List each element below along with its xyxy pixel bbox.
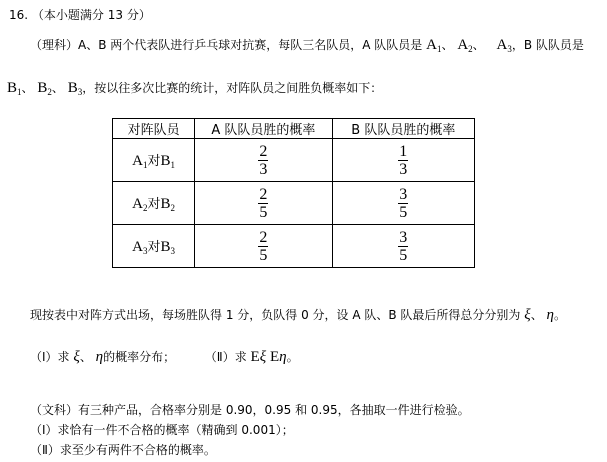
rule-line: 现按表中对阵方式出场，每场胜队得 1 分，负队得 0 分，设 A 队、B 队最后所得总分分别为 ξ、 η。: [30, 307, 566, 323]
a-win-prob: $\frac{2}{3}$: [195, 139, 332, 182]
a-win-prob: $\frac{2}{5}$: [195, 182, 332, 225]
a-player-1: $A_1$: [426, 37, 442, 54]
intro-text-1: A、B 两个代表队进行乒乓球对抗赛，每队三名队员，A 队队员是: [78, 38, 423, 52]
intro-line-1: （理科）A、B 两个代表队进行乒乓球对抗赛，每队三名队员，A 队队员是 $A_1$、 $A_2$、 $A_3$，B 队队员是: [30, 37, 584, 54]
intro-text-2: ，B 队队员是: [511, 38, 584, 52]
science-label: （理科）: [30, 38, 79, 52]
header-matchup: 对阵队员: [113, 119, 195, 139]
header-a-win: A 队队员胜的概率: [195, 119, 332, 139]
rule-text: 现按表中对阵方式出场，每场胜队得 1 分，负队得 0 分，设 A 队、B 队最后所得总分分别为: [30, 308, 521, 322]
a-player-3: $A_3$: [496, 37, 512, 54]
table-row: [113, 225, 475, 268]
table-row: [113, 139, 475, 182]
problem-header: [9, 7, 151, 23]
eta-symbol: η: [546, 307, 554, 323]
problem-number: 16.: [9, 8, 29, 22]
intro-line-2: $B_1$、 $B_2$、 $B_3$，按以往多次比赛的统计，对阵队员之间胜负概率如下：: [7, 80, 383, 97]
q1-tail: 的概率分布；: [103, 350, 176, 364]
probability-table: [112, 118, 475, 268]
matchup-cell: $A_3$对$B_3$: [113, 225, 195, 268]
table-header-row: [113, 119, 475, 139]
xi-symbol: ξ: [524, 307, 531, 323]
header-b-win: B 队队员胜的概率: [332, 119, 474, 139]
intro-text-3: ，按以往多次比赛的统计，对阵队员之间胜负概率如下：: [82, 81, 383, 95]
a-player-2: $A_2$: [457, 37, 473, 54]
table-row: [113, 182, 475, 225]
b-player-2: $B_2$: [37, 80, 52, 97]
arts-question-2: （Ⅱ）求至少有两件不合格的概率。: [30, 443, 216, 457]
matchup-cell: $A_1$对$B_1$: [113, 139, 195, 182]
arts-question-1: （Ⅰ）求恰有一件不合格的概率（精确到 0.001）；: [30, 423, 294, 437]
b-win-prob: $\frac{3}{5}$: [332, 182, 474, 225]
b-player-1: $B_1$: [7, 80, 22, 97]
a-win-prob: $\frac{2}{5}$: [195, 225, 332, 268]
b-win-prob: $\frac{3}{5}$: [332, 225, 474, 268]
arts-problem: （文科）有三种产品，合格率分别是 0.90，0.95 和 0.95，各抽取一件进行检验。: [30, 403, 470, 417]
q2-label: （Ⅱ）求: [204, 350, 247, 364]
question-line: （Ⅰ）求 ξ、 η的概率分布； （Ⅱ）求 Eξ Eη。: [30, 349, 299, 365]
b-win-prob: $\frac{1}{3}$: [332, 139, 474, 182]
b-player-3: $B_3$: [67, 80, 83, 97]
score-note: （本小题满分 13 分）: [31, 8, 151, 22]
q1-label: （Ⅰ）求: [30, 350, 70, 364]
matchup-cell: $A_2$对$B_2$: [113, 182, 195, 225]
